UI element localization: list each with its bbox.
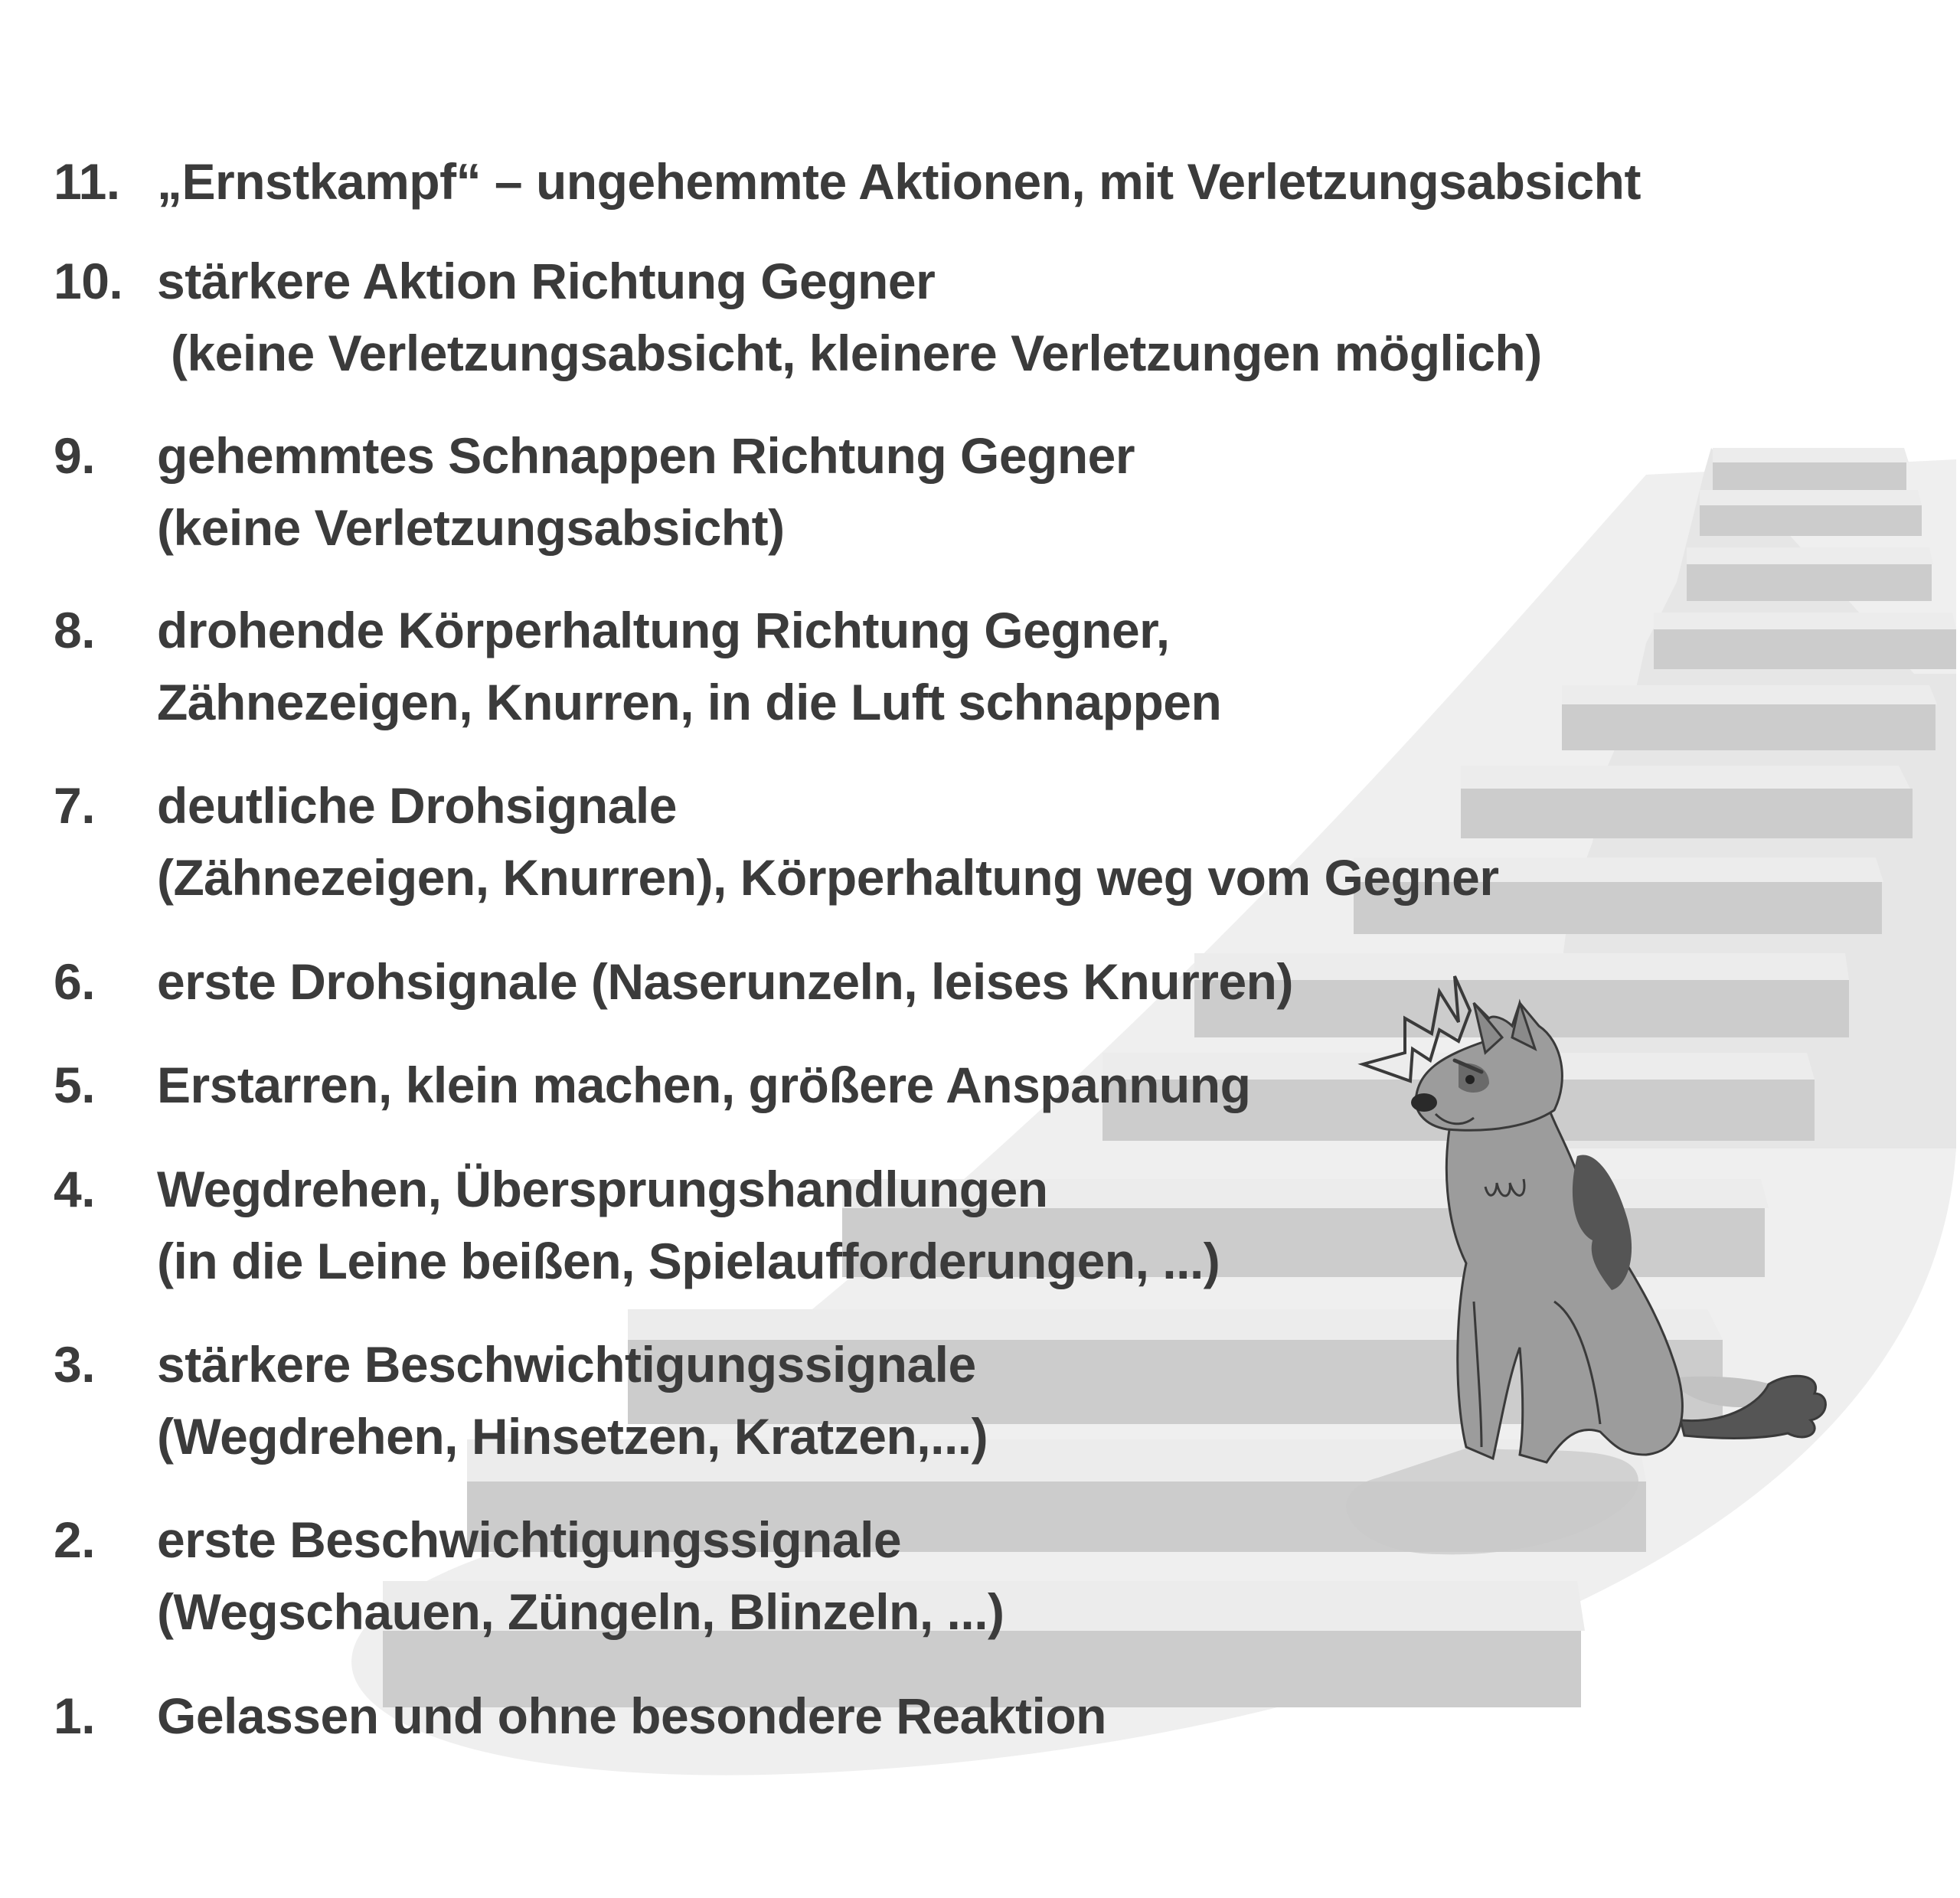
step-number: 8. [54,602,96,658]
step-number: 7. [54,777,96,834]
dog-eye [1465,1075,1475,1084]
step-number: 11. [54,153,120,210]
step-text-line: gehemmtes Schnappen Richtung Gegner [157,427,1135,484]
step-text-line: (Wegdrehen, Hinsetzen, Kratzen,...) [157,1408,988,1465]
step-description [157,1328,988,1472]
step-description [157,769,1499,913]
step-text-line: (Zähnezeigen, Knurren), Körperhaltung weg vom Gegner [157,849,1499,906]
step-text-line: stärkere Beschwichtigungssignale [157,1336,976,1393]
step-number: 10. [54,253,123,309]
step-number: 6. [54,953,96,1010]
step-number: 4. [54,1161,96,1217]
step-text-line: „Ernstkampf“ – ungehemmte Aktionen, mit Verletzungsabsicht [157,153,1641,210]
step-description [157,946,1293,1018]
step-text-line: Wegdrehen, Übersprungshandlungen [157,1161,1048,1217]
step-text-line: stärkere Aktion Richtung Gegner [157,253,936,309]
step-text-line: (Wegschauen, Züngeln, Blinzeln, ...) [157,1583,1004,1640]
step-number: 2. [54,1511,96,1568]
step-description [157,594,1221,738]
step-text-line: (keine Verletzungsabsicht) [157,499,785,556]
step-description [157,420,1135,564]
step-text-line: erste Drohsignale (Naserunzeln, leises Knurren) [157,953,1293,1010]
step-text-line: (keine Verletzungsabsicht, kleinere Verletzungen möglich) [171,325,1542,381]
step-text-line: deutliche Drohsignale [157,777,677,834]
step-text-line: erste Beschwichtigungssignale [157,1511,902,1568]
step-description [157,145,1641,217]
step-number: 9. [54,427,96,484]
step-number: 5. [54,1057,96,1113]
step-text-line: Zähnezeigen, Knurren, in die Luft schnappen [157,674,1222,730]
step-description [157,1049,1250,1121]
step-text-line: (in die Leine beißen, Spielaufforderungen, ...) [157,1233,1220,1289]
dog-nose [1411,1093,1437,1112]
step-number: 1. [54,1687,96,1744]
step-number: 3. [54,1336,96,1393]
step-text-line: Gelassen und ohne besondere Reaktion [157,1687,1106,1744]
step-description [157,245,1542,389]
step-text-line: drohende Körperhaltung Richtung Gegner, [157,602,1170,658]
step-description [157,1680,1106,1752]
step-description [157,1153,1220,1297]
step-text-line: Erstarren, klein machen, größere Anspannung [157,1057,1251,1113]
step-description [157,1504,1004,1648]
